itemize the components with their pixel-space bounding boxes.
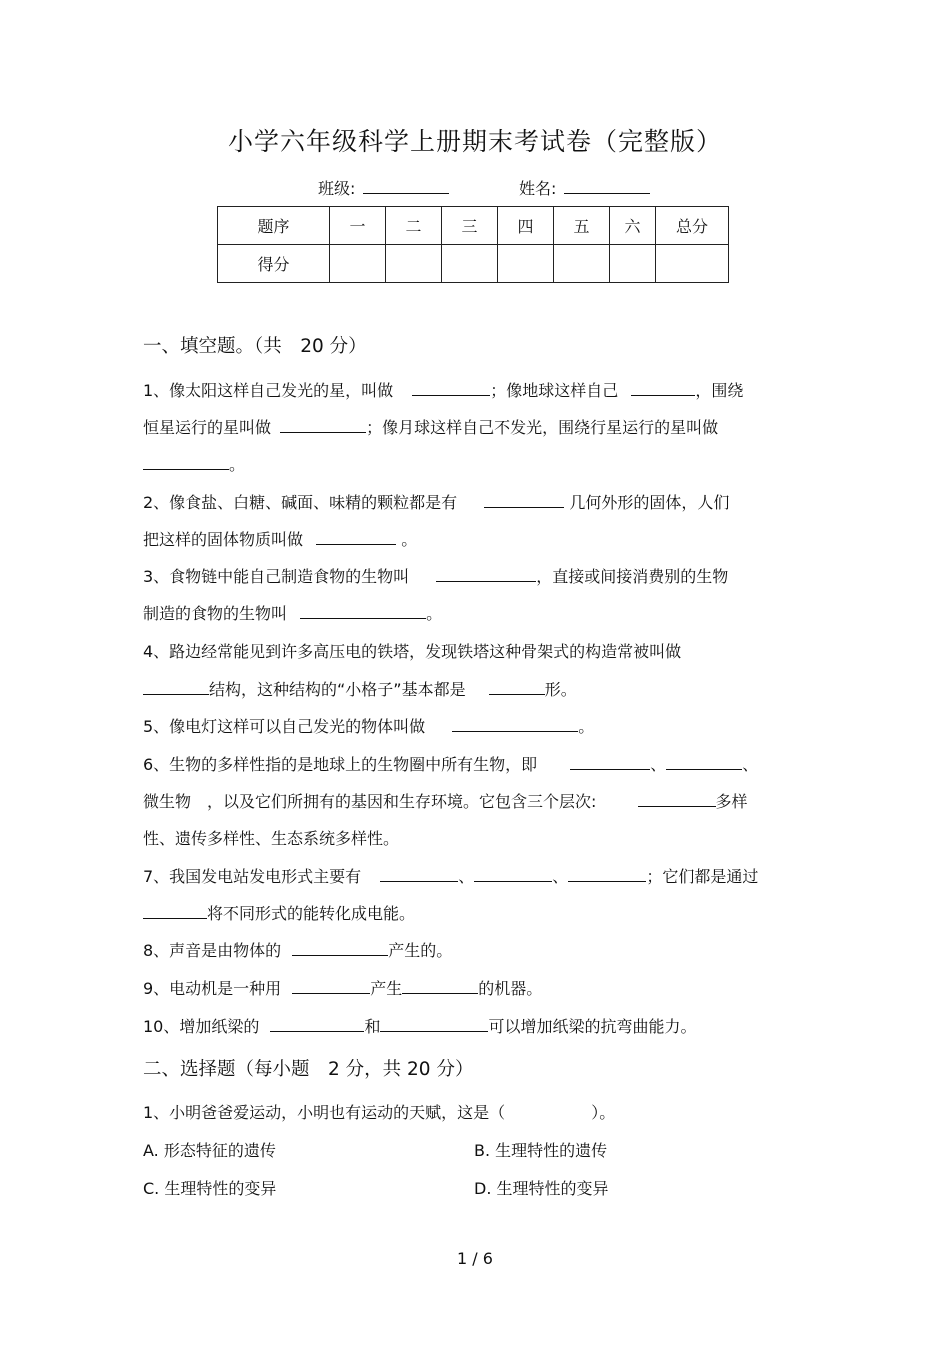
q10-line1 <box>143 1014 697 1037</box>
answer-blank <box>489 681 545 695</box>
q9-line1 <box>143 976 542 999</box>
answer-blank <box>436 568 536 582</box>
q1-text: ；像月球这样自己不发光，围绕行星运行的星叫做 <box>366 418 719 437</box>
q2-text: 把这样的固体物质叫做 <box>143 530 304 549</box>
q10-text: 可以增加纸梁的抗弯曲能力。 <box>488 1017 697 1036</box>
option-c[interactable]: C. 生理特性的变异 <box>143 1179 277 1198</box>
answer-blank <box>300 605 426 619</box>
q10-text: 10、增加纸梁的 <box>143 1017 260 1036</box>
answer-blank <box>638 793 716 807</box>
q4-text: 4、路边经常能见到许多高压电的铁塔，发现铁塔这种骨架式的构造常被叫做 <box>143 642 682 661</box>
score-cell[interactable] <box>498 245 554 283</box>
score-header-cell: 二 <box>386 207 442 245</box>
q3-text: ，直接或间接消费别的生物 <box>536 567 729 586</box>
q1-text: 恒星运行的星叫做 <box>143 418 272 437</box>
q3-text: 制造的食物的生物叫 <box>143 604 288 623</box>
option-d[interactable]: D. 生理特性的变异 <box>474 1179 609 1198</box>
score-header-cell: 四 <box>498 207 554 245</box>
q6-text: 微生物 ，以及它们所拥有的基因和生存环境。它包含三个层次: <box>143 792 597 811</box>
score-cell[interactable] <box>330 245 386 283</box>
score-table <box>217 206 729 283</box>
score-cell[interactable] <box>610 245 656 283</box>
q5-text: 。 <box>578 717 595 736</box>
class-field <box>318 176 449 199</box>
q1-line3 <box>143 452 245 475</box>
q8-line1 <box>143 938 452 961</box>
q4-line1 <box>143 639 681 662</box>
q7-text: 、 <box>458 867 475 886</box>
answer-blank <box>270 1018 364 1032</box>
answer-blank <box>452 718 578 732</box>
q1-text: ，围绕 <box>695 381 744 400</box>
q9-text: 产生 <box>370 979 403 998</box>
q6-text: 、 <box>742 755 759 774</box>
q8-text: 8、声音是由物体的 <box>143 941 282 960</box>
q2-text: 几何外形的固体，人们 <box>569 493 730 512</box>
q4-text: 结构，这种结构的“小格子”基本都是 <box>209 680 466 699</box>
q6-line1 <box>143 752 758 775</box>
q8-text: 产生的。 <box>388 941 453 960</box>
q7-line2 <box>143 901 415 924</box>
q7-text: ；它们都是通过 <box>646 867 759 886</box>
q2-line2 <box>143 527 417 550</box>
score-header-cell: 六 <box>610 207 656 245</box>
q6-line3 <box>143 826 399 849</box>
s2-q1-text: ）。 <box>591 1103 616 1122</box>
answer-blank <box>474 868 552 882</box>
answer-blank <box>570 756 650 770</box>
score-header-cell: 三 <box>442 207 498 245</box>
page-number: 1 / 6 <box>457 1249 493 1268</box>
q6-text: 性、遗传多样性、生态系统多样性。 <box>143 829 400 848</box>
q6-line2 <box>143 789 748 812</box>
s2-q1-text: 1、小明爸爸爱运动，小明也有运动的天赋，这是（ <box>143 1103 506 1122</box>
answer-blank <box>568 868 646 882</box>
name-blank <box>564 179 650 194</box>
q9-text: 的机器。 <box>478 979 543 998</box>
q3-line2 <box>143 601 442 624</box>
answer-blank <box>316 531 396 545</box>
q7-line1 <box>143 864 758 887</box>
q3-line1 <box>143 564 728 587</box>
answer-blank <box>484 494 564 508</box>
q4-text: 形。 <box>544 680 577 699</box>
score-header-cell: 总分 <box>656 207 729 245</box>
q7-text: 7、我国发电站发电形式主要有 <box>143 867 362 886</box>
q7-text: 、 <box>552 867 569 886</box>
answer-blank <box>292 942 388 956</box>
q5-line1 <box>143 714 594 737</box>
q2-text: 2、像食盐、白糖、碱面、味精的颗粒都是有 <box>143 493 458 512</box>
q1-text: 。 <box>229 455 246 474</box>
answer-blank <box>380 1018 488 1032</box>
q1-text: ；像地球这样自己 <box>490 381 619 400</box>
score-header-cell: 题序 <box>218 207 330 245</box>
q1-text: 1、像太阳这样自己发光的星，叫做 <box>143 381 394 400</box>
exam-title: 小学六年级科学上册期末考试卷（完整版） <box>227 127 722 156</box>
option-b[interactable]: B. 生理特性的遗传 <box>474 1141 608 1160</box>
name-label: 姓名: <box>519 179 557 198</box>
score-row-label: 得分 <box>218 245 330 283</box>
q6-text: 6、生物的多样性指的是地球上的生物圈中所有生物，即 <box>143 755 538 774</box>
score-cell[interactable] <box>656 245 729 283</box>
q3-text: 。 <box>426 604 443 623</box>
q9-text: 9、电动机是一种用 <box>143 979 282 998</box>
answer-blank <box>143 456 229 470</box>
score-cell[interactable] <box>442 245 498 283</box>
score-cell[interactable] <box>386 245 442 283</box>
answer-blank <box>380 868 458 882</box>
answer-blank <box>631 382 695 396</box>
score-header-row <box>218 207 729 245</box>
q3-text: 3、食物链中能自己制造食物的生物叫 <box>143 567 410 586</box>
s2-q1-stem <box>143 1100 615 1123</box>
class-blank <box>363 179 449 194</box>
class-label: 班级: <box>318 179 356 198</box>
score-header-cell: 一 <box>330 207 386 245</box>
answer-blank <box>280 419 366 433</box>
q10-text: 和 <box>364 1017 381 1036</box>
q5-text: 5、像电灯这样可以自己发光的物体叫做 <box>143 717 426 736</box>
q2-text: 。 <box>401 530 418 549</box>
q2-line1 <box>143 490 729 513</box>
option-a[interactable]: A. 形态特征的遗传 <box>143 1141 276 1160</box>
q6-text: 、 <box>650 755 667 774</box>
q7-text: 将不同形式的能转化成电能。 <box>207 904 416 923</box>
q4-line2 <box>143 677 577 700</box>
q6-text: 多样 <box>715 792 748 811</box>
section1-heading: 一、填空题。（共 20 分） <box>143 336 367 357</box>
answer-blank <box>143 905 207 919</box>
section2-heading: 二、选择题（每小题 2 分，共 20 分） <box>143 1059 474 1080</box>
answer-blank <box>143 681 209 695</box>
score-row <box>218 245 729 283</box>
name-field <box>519 176 650 199</box>
answer-blank <box>666 756 742 770</box>
answer-blank <box>402 980 478 994</box>
q1-line2 <box>143 415 718 438</box>
answer-blank <box>292 980 370 994</box>
score-header-cell: 五 <box>554 207 610 245</box>
score-cell[interactable] <box>554 245 610 283</box>
answer-blank <box>412 382 490 396</box>
q1-line1 <box>143 378 743 401</box>
